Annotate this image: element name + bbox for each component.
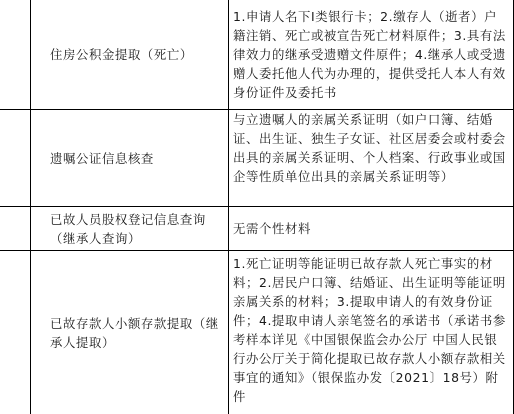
item-materials: 无需个性材料 bbox=[233, 221, 311, 236]
item-label: 住房公积金提取（死亡） bbox=[50, 47, 193, 62]
item-materials: 与立遗嘱人的亲属关系证明（如户口簿、结婚证、出生证、独生子女证、社区居委会或村委会出具的亲属关系证明、个人档案、行政事业或国企等性质单位出具的亲属关系证明等） bbox=[233, 112, 506, 184]
item-label: 已故存款人小额存款提取（继承人提取） bbox=[50, 315, 219, 350]
item-label: 遗嘱公证信息核查 bbox=[50, 150, 154, 166]
table-border bbox=[30, 0, 31, 414]
item-materials: 1.死亡证明等能证明已故存款人死亡事实的材料；2.居民户口簿、结婚证、出生证明等能证明亲属关系的材料；3.提取申请人的有效身份证件；4.提取申请人亲笔签名的承诺书（承诺书参考样本详见《中国银保监会办公厅 中国人民银行办公厅关于简化提取已故存款人小额存款相关事宜的通知》（银保监办发〔2021〕18号）附件 bbox=[233, 256, 506, 404]
item-label: 已故人员股权登记信息查询（继承人查询） bbox=[50, 211, 206, 246]
item-materials: 1.申请人名下Ⅰ类银行卡；2.缴存人（逝者）户籍注销、死亡或被宣告死亡材料原件；3.具有法律效力的继承受遗赠文件原件；4.继承人或受遗赠人委托他人代为办理的，提供受托人本人有效身份证件及委托书 bbox=[233, 9, 506, 100]
table-border bbox=[228, 0, 229, 414]
